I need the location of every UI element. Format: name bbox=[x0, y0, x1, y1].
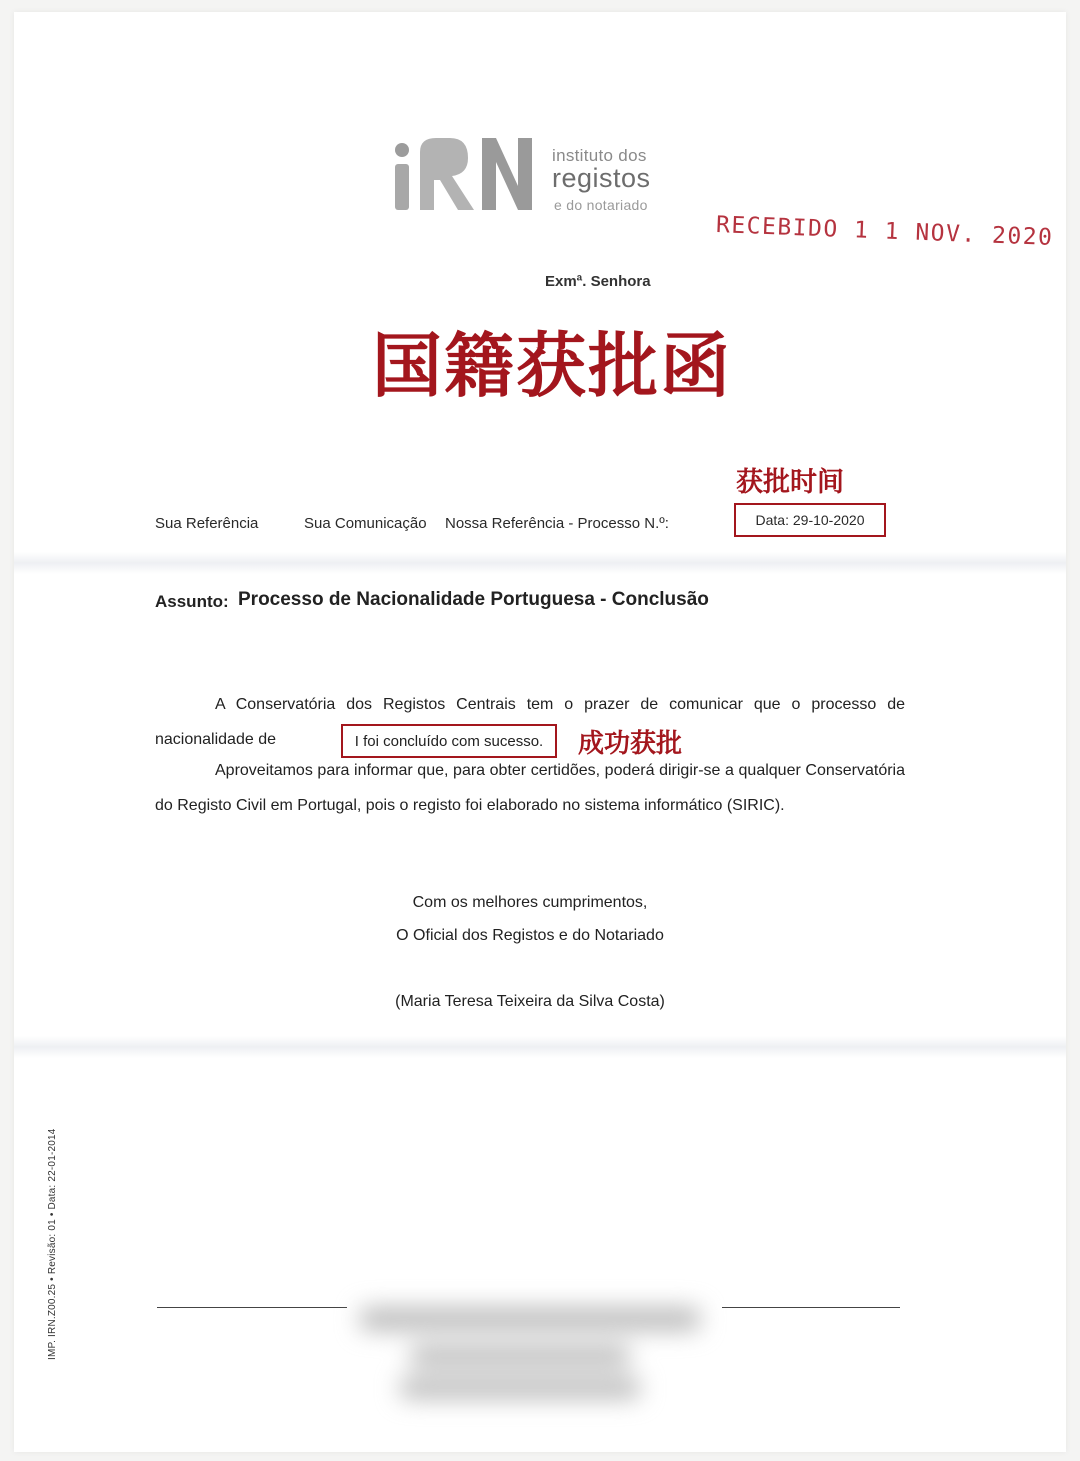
subject-text: Processo de Nacionalidade Portuguesa - Conclusão bbox=[238, 589, 709, 610]
form-code-side-text: IMP. IRN.Z00.25 • Revisão: 01 • Data: 22-01-2014 bbox=[47, 1128, 58, 1360]
irn-logo-mark bbox=[390, 130, 540, 220]
annotation-approval-time: 获批时间 bbox=[736, 467, 844, 498]
success-box bbox=[341, 724, 557, 758]
logo-text-registos: registos bbox=[552, 163, 651, 193]
subject-label: Assunto: bbox=[155, 592, 229, 611]
closing-official-title: O Oficial dos Registos e do Notariado bbox=[396, 927, 664, 944]
redacted-address bbox=[350, 1290, 720, 1410]
footer-line-left bbox=[157, 1307, 347, 1308]
date-text: Data: 29-10-2020 bbox=[755, 512, 865, 528]
salutation: Exmª. Senhora bbox=[545, 273, 651, 290]
ref-sua-referencia: Sua Referência bbox=[155, 515, 259, 532]
footer-line-right bbox=[722, 1307, 900, 1308]
success-text: I foi concluído com sucesso. bbox=[354, 732, 544, 750]
logo-text-institute: instituto dos bbox=[552, 146, 647, 165]
logo-text-notariado: e do notariado bbox=[554, 197, 648, 213]
ref-nossa-referencia: Nossa Referência - Processo N.º: bbox=[445, 515, 669, 532]
annotation-success: 成功获批 bbox=[578, 729, 683, 759]
annotation-title: 国籍获批函 bbox=[372, 325, 732, 407]
closing-greeting: Com os melhores cumprimentos, bbox=[412, 894, 648, 911]
body-paragraph-2-line-1: Aproveitamos para informar que, para obter certidões, poderá dirigir-se a qualquer Conservatória bbox=[215, 762, 905, 779]
closing-signatory-name: (Maria Teresa Teixeira da Silva Costa) bbox=[395, 993, 665, 1010]
paper-fold bbox=[14, 1036, 1066, 1058]
body-paragraph-2-line-2: do Registo Civil em Portugal, pois o registo foi elaborado no sistema informático (SIRIC). bbox=[155, 797, 785, 814]
nationality-label: nacionalidade de bbox=[155, 731, 276, 748]
paper-fold bbox=[14, 552, 1066, 574]
ref-sua-comunicacao: Sua Comunicação bbox=[304, 515, 427, 532]
received-stamp: RECEBIDO 1 1 NOV. 2020 bbox=[715, 212, 1054, 251]
date-box bbox=[734, 503, 886, 537]
body-paragraph-1: A Conservatória dos Registos Centrais tem o prazer de comunicar que o processo de bbox=[215, 696, 905, 713]
